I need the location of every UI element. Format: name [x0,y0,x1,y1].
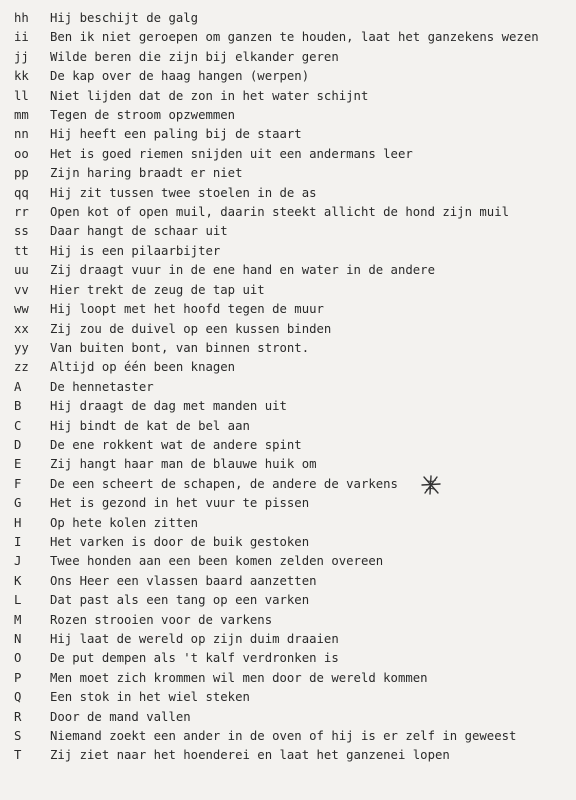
list-item [14,203,570,222]
entry-text: Hij bindt de kat de bel aan [50,418,250,433]
entry-text: Daar hangt de schaar uit [50,224,228,239]
list-item [14,67,570,86]
entry-key: O [14,651,22,666]
entry-key: ll [14,88,29,103]
list-item [14,591,570,610]
list-item [14,28,570,47]
entry-text: De een scheert de schapen, de andere de varkens [50,476,398,491]
entry-text: Zij draagt vuur in de ene hand en water in de andere [50,263,435,278]
entry-key: A [14,379,22,394]
entry-text: Op hete kolen zitten [50,515,199,530]
entry-text: Een stok in het wiel steken [50,690,250,705]
entry-key: jj [14,49,29,64]
entry-key: B [14,399,22,414]
list-item [14,533,570,552]
entry-text: Zij zou de duivel op een kussen binden [50,321,332,336]
list-item [14,358,570,377]
list-item [14,552,570,571]
list-item [14,417,570,436]
entry-key: hh [14,11,29,25]
entry-text: Van buiten bont, van binnen stront. [50,340,310,355]
list-item [14,727,570,746]
entry-text: Zijn haring braadt er niet [50,166,243,181]
entry-key: H [14,515,22,530]
entry-text: Hier trekt de zeug de tap uit [50,282,265,297]
list-item [14,300,570,319]
list-item [14,184,570,203]
entry-key: xx [14,321,29,336]
entry-key: nn [14,127,29,142]
entry-key: vv [14,282,29,297]
list-item [14,320,570,339]
list-item [14,48,570,67]
entry-key: kk [14,69,29,84]
entry-key: R [14,709,22,724]
list-item [14,9,570,28]
entry-key: C [14,418,22,433]
entry-text: Niemand zoekt een ander in de oven of hij is er zelf in geweest [50,729,517,744]
entry-key: L [14,593,22,608]
list-item [14,378,570,397]
entry-key: P [14,670,22,685]
list-item [14,630,570,649]
entry-key: I [14,534,22,549]
entry-text: Open kot of open muil, daarin steekt allicht de hond zijn muil [50,205,510,220]
list-item [14,475,570,494]
list-item [14,436,570,455]
entry-text: De ene rokkent wat de andere spint [50,437,302,452]
entry-key: K [14,573,22,588]
entry-text: Dat past als een tang op een varken [50,593,310,608]
list-item [14,494,570,513]
entry-key: G [14,496,22,511]
entry-text: De put dempen als 't kalf verdronken is [50,651,339,666]
entry-key: M [14,612,22,627]
entry-text: Het varken is door de buik gestoken [50,534,310,549]
list-item [14,708,570,727]
list-item [14,669,570,688]
list-item [14,261,570,280]
list-item [14,455,570,474]
list-item [14,87,570,106]
entry-key: J [14,554,22,569]
entry-text: Zij hangt haar man de blauwe huik om [50,457,317,472]
entry-key: F [14,476,22,491]
entry-text: Hij laat de wereld op zijn duim draaien [50,632,339,646]
entry-text: Rozen strooien voor de varkens [50,612,273,627]
list-item [14,222,570,241]
list-item [14,397,570,416]
list-item [14,611,570,630]
list-item [14,145,570,164]
entry-key: oo [14,146,29,161]
entry-text: Altijd op één been knagen [50,360,236,375]
entry-key: E [14,457,22,472]
list-item [14,164,570,183]
list-item [14,281,570,300]
entry-key: yy [14,340,29,355]
entry-text: Hij heeft een paling bij de staart [50,127,302,142]
entry-key: ww [14,302,29,317]
list-item [14,339,570,358]
entry-text: Hij beschijt de galg [50,11,199,25]
entry-text: De hennetaster [50,379,154,394]
list-item [14,649,570,668]
entry-key: zz [14,360,29,375]
entry-text: Twee honden aan een been komen zelden overeen [50,554,384,569]
entry-key: rr [14,205,29,220]
entry-text: Ons Heer een vlassen baard aanzetten [50,573,317,588]
entry-text: Men moet zich krommen wil men door de wereld kommen [50,670,428,685]
entry-key: S [14,729,22,744]
entry-key: ii [14,30,29,45]
list-item [14,106,570,125]
entry-text: Ben ik niet geroepen om ganzen te houden, laat het ganzekens wezen [50,30,539,45]
entry-text: Het is gezond in het vuur te pissen [50,496,310,511]
entry-key: D [14,437,22,452]
handwritten-star-mark [420,474,442,496]
list-item [14,242,570,261]
entry-text: Tegen de stroom opzwemmen [50,108,236,123]
entry-key: Q [14,690,22,705]
entry-text: Wilde beren die zijn bij elkander geren [50,49,339,64]
entry-key: tt [14,243,29,258]
entry-key: N [14,632,22,646]
entry-key: uu [14,263,29,278]
entry-text: Hij is een pilaarbijter [50,243,221,258]
list-item [14,572,570,591]
entry-key: ss [14,224,29,239]
entry-key: qq [14,185,29,200]
entry-text: Zij ziet naar het hoenderei en laat het ganzenei lopen [50,748,450,763]
entry-text: Door de mand vallen [50,709,191,724]
list-item [14,125,570,144]
entry-key: T [14,748,22,763]
entry-text: De kap over de haag hangen (werpen) [50,69,310,84]
entry-text: Het is goed riemen snijden uit een andermans leer [50,146,413,161]
list-item [14,514,570,533]
entry-text: Hij draagt de dag met manden uit [50,399,287,414]
list-item [14,688,570,707]
entry-text: Hij loopt met het hoofd tegen de muur [50,302,324,317]
list-item [14,746,570,765]
entry-key: mm [14,108,29,123]
entry-text: Hij zit tussen twee stoelen in de as [50,185,317,200]
entry-text: Niet lijden dat de zon in het water schijnt [50,88,369,103]
proverb-list [14,0,570,766]
entry-key: pp [14,166,29,181]
